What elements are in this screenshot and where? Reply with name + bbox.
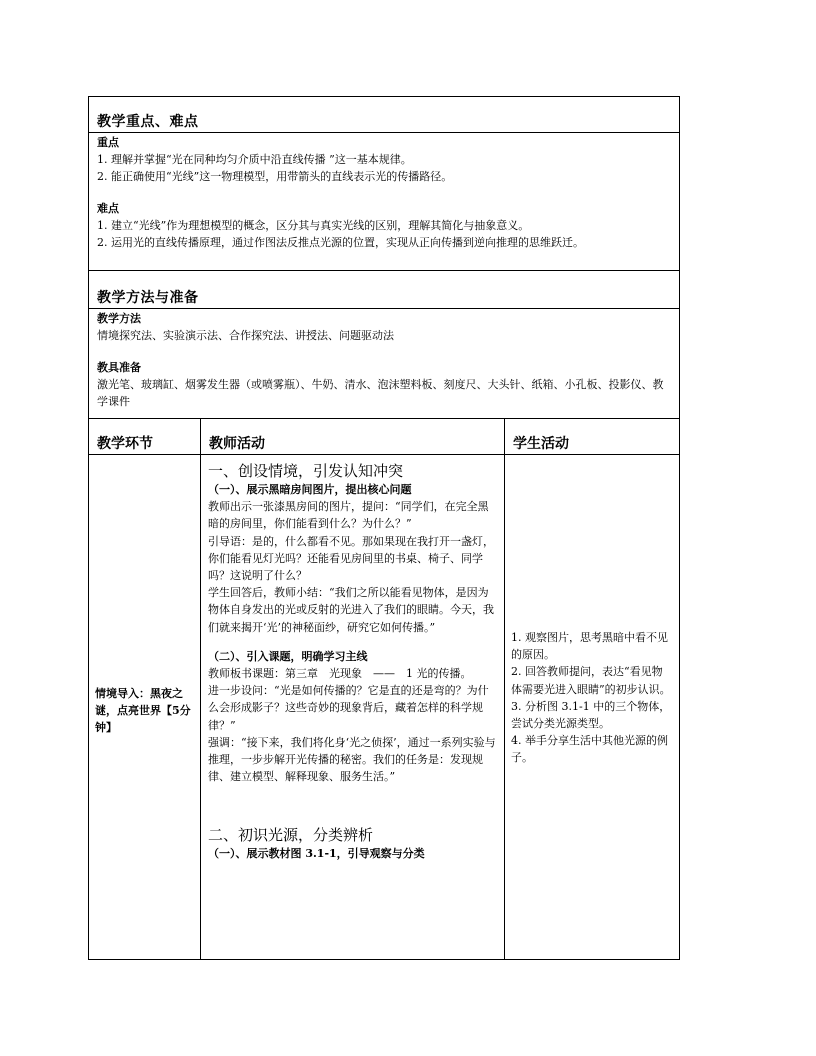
phase-label: 情境导入：黑夜之谜，点亮世界【5分钟】 (95, 687, 191, 735)
column-divider (504, 419, 505, 959)
key-difficult-content (89, 133, 679, 271)
method-label: 教学方法 (97, 312, 141, 325)
student-item: 3. 分析图 3.1-1 中的三个物体，尝试分类光源类型。 (511, 699, 671, 731)
key-difficult-title-row (89, 97, 679, 133)
key-points-block (97, 134, 673, 251)
teacher-paragraph: 教师出示一张漆黑房间的图片，提问：“同学们，在完全黑暗的房间里，你们能看到什么？为什么？” (208, 500, 489, 531)
section-title-key-difficult: 教学重点、难点 (97, 114, 199, 130)
teacher-paragraph: 教师板书课题：第三章 光现象 —— 1 光的传播。 (208, 667, 472, 681)
teacher-subheading-3: （一）、展示教材图 3.1-1，引导观察与分类 (208, 847, 425, 861)
difficult-item: 2. 运用光的直线传播原理，通过作图法反推点光源的位置，实现从正向传播到逆向推理的思维跃迁。 (97, 236, 584, 249)
method-title-row (89, 271, 679, 309)
lesson-plan-table (88, 96, 680, 960)
section-title-method: 教学方法与准备 (97, 290, 199, 306)
teacher-paragraph: 引导语：是的，什么都看不见。那如果现在我打开一盏灯，你们能看见灯光吗？还能看见房间里的书桌、椅子、同学吗？这说明了什么？ (208, 534, 494, 583)
difficult-label: 难点 (97, 202, 119, 215)
header-phase: 教学环节 (97, 436, 153, 452)
teacher-heading-1: 一、创设情境，引发认知冲突 (208, 462, 404, 480)
student-activity (511, 629, 671, 767)
column-divider (200, 419, 201, 959)
teacher-subheading-1: （一）、展示黑暗房间图片，提出核心问题 (208, 483, 412, 496)
teacher-paragraph: 强调：“接下来，我们将化身‘光之侦探’，通过一系列实验与推理，一步步解开光传播的秘密。我们的任务是：发现规律、建立模型、解释现象、服务生活。” (208, 735, 496, 784)
teacher-paragraph: 进一步设问：“光是如何传播的？它是直的还是弯的？为什么会形成影子？这些奇妙的现象背后，藏着怎样的科学规律？” (208, 684, 489, 732)
key-item: 1. 理解并掌握“光在同种均匀介质中沿直线传播 ”这一基本规律。 (97, 153, 412, 166)
student-item: 2. 回答教师提问，表达“看见物体需要光进入眼睛”的初步认识。 (511, 665, 671, 696)
method-text: 情境探究法、实验演示法、合作探究法、讲授法、问题驱动法 (97, 329, 394, 342)
header-student: 学生活动 (513, 436, 569, 452)
teacher-paragraph: 学生回答后，教师小结：“我们之所以能看见物体，是因为物体自身发出的光或反射的光进入了我们的眼睛。今天，我们就来揭开‘光’的神秘面纱，研究它如何传播。” (208, 586, 494, 634)
method-block (97, 310, 673, 410)
key-label: 重点 (97, 136, 119, 149)
table-header-row (89, 419, 679, 455)
method-content (89, 309, 679, 419)
prep-label: 教具准备 (97, 361, 141, 374)
header-teacher: 教师活动 (209, 436, 265, 452)
difficult-item: 1. 建立“光线”作为理想模型的概念，区分其与真实光线的区别，理解其简化与抽象意义。 (97, 219, 530, 232)
prep-text: 激光笔、玻璃缸、烟雾发生器（或喷雾瓶）、牛奶、清水、泡沫塑料板、刻度尺、大头针、纸箱、小孔板、投影仪、教学课件 (97, 378, 664, 408)
teacher-subheading-2: （二）、引入课题，明确学习主线 (208, 649, 368, 663)
key-item: 2. 能正确使用“光线”这一物理模型，用带箭头的直线表示光的传播路径。 (97, 170, 453, 183)
student-item: 4. 举手分享生活中其他光源的例子。 (511, 734, 668, 765)
teacher-activity (208, 461, 498, 863)
student-item: 1. 观察图片，思考黑暗中看不见的原因。 (511, 631, 668, 662)
teacher-heading-2: 二、初识光源，分类辨析 (208, 826, 374, 845)
